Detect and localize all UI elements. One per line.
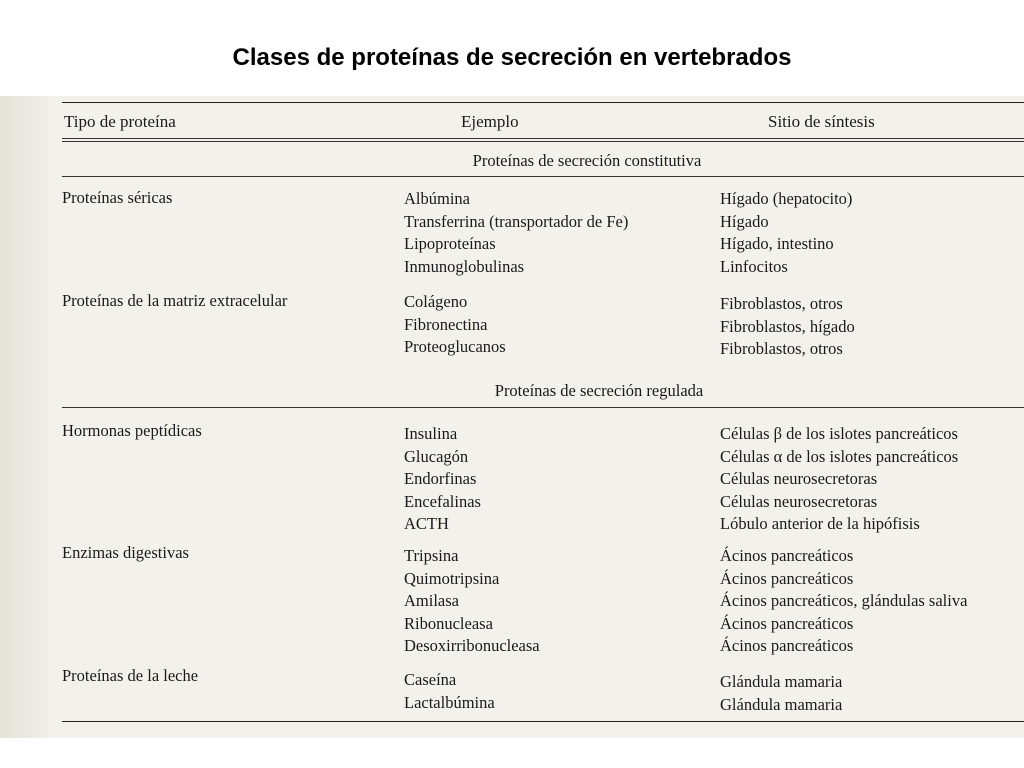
example-cell: Lipoproteínas (404, 234, 496, 253)
site-cell: Ácinos pancreáticos (720, 546, 854, 565)
example-cell: Desoxirribonucleasa (404, 636, 540, 655)
site-cell: Fibroblastos, otros (720, 339, 843, 358)
scanned-table (0, 96, 1024, 738)
example-cell: Endorfinas (404, 469, 477, 488)
group-type: Proteínas de la leche (62, 666, 199, 685)
example-cell: Insulina (404, 424, 458, 443)
group-type: Proteínas de la matriz extracelular (62, 291, 288, 310)
site-cell: Glándula mamaria (720, 694, 843, 714)
section-label: Proteínas de secreción constitutiva (472, 151, 702, 170)
example-cell: Amilasa (404, 591, 459, 610)
example-cell: Inmunoglobulinas (404, 256, 525, 276)
section-title-constitutive (62, 151, 1024, 171)
section-label: Proteínas de secreción regulada (494, 381, 704, 400)
scan-margin (0, 96, 48, 738)
group-sites (720, 423, 958, 536)
group-examples (404, 545, 540, 658)
example-cell: Fibronectina (404, 314, 488, 334)
site-cell: Células neurosecretoras (720, 469, 878, 488)
example-cell: Albúmina (404, 189, 470, 208)
site-cell: Fibroblastos, hígado (720, 316, 855, 336)
group-examples (404, 188, 628, 278)
site-cell: Células neurosecretoras (720, 491, 878, 511)
top-rule (62, 102, 1024, 103)
group-type: Hormonas peptídicas (62, 421, 202, 440)
group-type: Enzimas digestivas (62, 543, 189, 562)
example-cell: Lactalbúmina (404, 692, 495, 712)
group-examples (404, 291, 506, 359)
slide-title: Clases de proteínas de secreción en vertebrados (232, 44, 792, 71)
header-site: Sitio de síntesis (768, 112, 875, 131)
site-cell: Ácinos pancreáticos (720, 613, 854, 633)
group-sites (720, 671, 842, 716)
section-title-regulated (62, 381, 1024, 401)
site-cell: Fibroblastos, otros (720, 294, 843, 313)
example-cell: Caseína (404, 670, 457, 689)
example-cell: Glucagón (404, 446, 469, 466)
group-sites (720, 188, 852, 278)
site-cell: Ácinos pancreáticos, glándulas saliva (720, 591, 968, 610)
site-cell: Hígado (hepatocito) (720, 189, 853, 208)
section-rule (62, 407, 1024, 408)
bottom-rule (62, 721, 1024, 722)
site-cell: Ácinos pancreáticos (720, 568, 854, 588)
example-cell: Quimotripsina (404, 568, 500, 588)
group-examples (404, 423, 481, 536)
site-cell: Células α de los islotes pancreáticos (720, 446, 959, 466)
example-cell: ACTH (404, 514, 449, 533)
example-cell: Ribonucleasa (404, 613, 493, 633)
site-cell: Lóbulo anterior de la hipófisis (720, 514, 920, 533)
example-cell: Transferrina (transportador de Fe) (404, 211, 629, 231)
site-cell: Linfocitos (720, 256, 788, 276)
site-cell: Células β de los islotes pancreáticos (720, 424, 958, 443)
header-example: Ejemplo (461, 112, 519, 131)
group-sites (720, 545, 967, 658)
example-cell: Tripsina (404, 546, 459, 565)
site-cell: Ácinos pancreáticos (720, 636, 854, 655)
group-sites (720, 293, 855, 361)
group-examples (404, 669, 495, 714)
header-rule-2 (62, 141, 1024, 142)
site-cell: Hígado, intestino (720, 234, 834, 253)
example-cell: Proteoglucanos (404, 337, 506, 356)
site-cell: Glándula mamaria (720, 672, 843, 691)
site-cell: Hígado (720, 211, 769, 231)
header-rule-1 (62, 138, 1024, 139)
section-rule (62, 176, 1024, 177)
example-cell: Colágeno (404, 292, 468, 311)
group-type: Proteínas séricas (62, 188, 173, 207)
header-type: Tipo de proteína (64, 112, 176, 131)
example-cell: Encefalinas (404, 491, 481, 511)
